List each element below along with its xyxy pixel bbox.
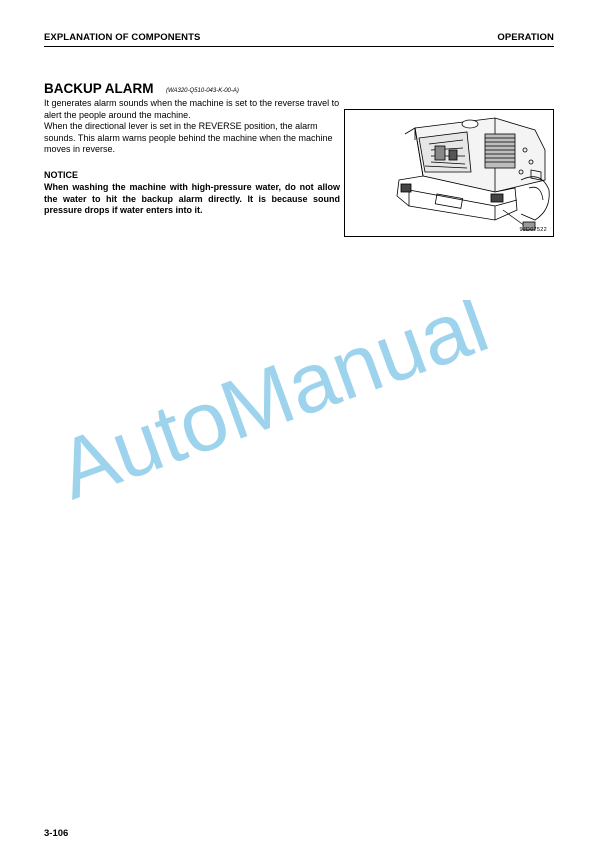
page-number: 3-106 [44, 828, 69, 839]
figure-frame [344, 109, 554, 237]
header-chapter-title: OPERATION [497, 32, 554, 43]
machine-rear-illustration-icon [345, 110, 553, 236]
body-paragraph-2: When the directional lever is set in the REVERSE position, the alarm sounds. This alarm warns people behind the machine when the machine moves in reverse. [44, 121, 333, 155]
header-section-title: EXPLANATION OF COMPONENTS [44, 32, 201, 43]
notice-heading: NOTICE [44, 170, 79, 180]
notice-text: When washing the machine with high-pressure water, do not allow the water to hit the backup alarm directly. It is because sound pressure drops if water enters into it. [44, 182, 340, 216]
section-heading [44, 80, 239, 98]
section-title: BACKUP ALARM [44, 81, 154, 96]
section-ref-code: (WA320-Q510-043-K-00-A) [165, 88, 239, 94]
page-header [44, 32, 554, 47]
watermark [60, 300, 580, 540]
body-paragraph-1: It generates alarm sounds when the machine is set to the reverse travel to alert the people around the machine. [44, 98, 340, 120]
figure-code: 9JD07522 [519, 227, 547, 233]
watermark-text: AutoManual [60, 300, 500, 517]
section-body [44, 98, 344, 156]
